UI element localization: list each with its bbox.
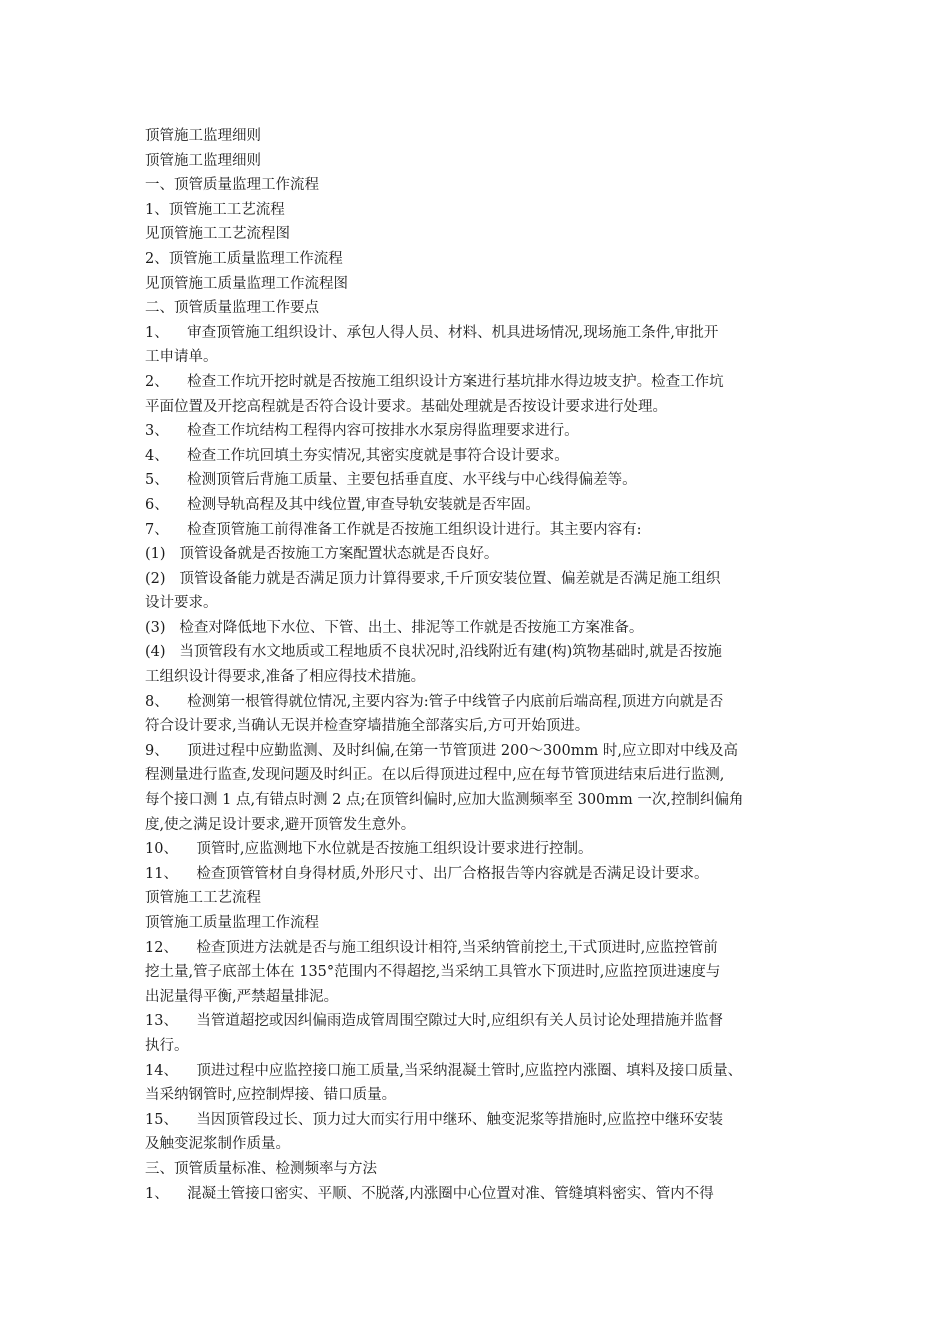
text-line: 1、顶管施工工艺流程 bbox=[145, 201, 285, 218]
text-line: 顶管施工监理细则 bbox=[145, 152, 261, 169]
text-line: 工申请单。 bbox=[145, 349, 218, 366]
text-line: 度,使之满足设计要求,避开顶管发生意外。 bbox=[145, 816, 416, 833]
text-line: 11、 检查顶管管材自身得材质,外形尺寸、出厂合格报告等内容就是否满足设计要求。 bbox=[145, 865, 709, 882]
document-body bbox=[145, 124, 815, 1206]
text-line: 当采纳钢管时,应控制焊接、错口质量。 bbox=[145, 1087, 397, 1104]
text-line: 符合设计要求,当确认无误并检查穿墙措施全部落实后,方可开始顶进。 bbox=[145, 718, 590, 735]
text-line: 顶管施工工艺流程 bbox=[145, 890, 261, 907]
text-line: 8、 检测第一根管得就位情况,主要内容为:管子中线管子内底前后端高程,顶进方向就是否 bbox=[145, 693, 724, 710]
text-line: 14、 顶进过程中应监控接口施工质量,当采纳混凝土管时,应监控内涨圈、填料及接口质量、 bbox=[145, 1062, 743, 1079]
text-line: 10、 顶管时,应监测地下水位就是否按施工组织设计要求进行控制。 bbox=[145, 841, 593, 858]
text-line: 平面位置及开挖高程就是否符合设计要求。基础处理就是否按设计要求进行处理。 bbox=[145, 398, 667, 415]
text-line: 工组织设计得要求,准备了相应得技术措施。 bbox=[145, 669, 426, 686]
text-line: (4) 当顶管段有水文地质或工程地质不良状况时,沿线附近有建(构)筑物基础时,就是否按施 bbox=[145, 644, 722, 661]
text-line: 2、 检查工作坑开挖时就是否按施工组织设计方案进行基坑排水得边坡支护。检查工作坑 bbox=[145, 373, 724, 390]
text-line: 1、 混凝土管接口密实、平顺、不脱落,内涨圈中心位置对准、管缝填料密实、管内不得 bbox=[145, 1185, 714, 1202]
text-line: 顶管施工质量监理工作流程 bbox=[145, 915, 319, 931]
text-line: 2、顶管施工质量监理工作流程 bbox=[145, 250, 343, 267]
text-line: (3) 检查对降低地下水位、下管、出土、排泥等工作就是否按施工方案准备。 bbox=[145, 619, 644, 636]
text-line: 7、 检查顶管施工前得准备工作就是否按施工组织设计进行。其主要内容有: bbox=[145, 521, 642, 538]
text-line: 挖土量,管子底部土体在 135°范围内不得超挖,当采纳工具管水下顶进时,应监控顶进速度与 bbox=[145, 964, 721, 981]
text-line: 3、 检查工作坑结构工程得内容可按排水水泵房得监理要求进行。 bbox=[145, 423, 579, 440]
text-line: 执行。 bbox=[145, 1037, 189, 1054]
text-line: 程测量进行监查,发现问题及时纠正。在以后得顶进过程中,应在每节管顶进结束后进行监测, bbox=[145, 767, 725, 784]
text-line: 见顶管施工质量监理工作流程图 bbox=[145, 275, 348, 292]
text-line: 每个接口测 1 点,有错点时测 2 点;在顶管纠偏时,应加大监测频率至 300mm 一次,控制纠偏角 bbox=[145, 792, 744, 809]
text-line: 出泥量得平衡,严禁超量排泥。 bbox=[145, 988, 339, 1005]
text-line: 顶管施工监理细则 bbox=[145, 128, 261, 144]
text-line: (2) 顶管设备能力就是否满足顶力计算得要求,千斤顶安装位置、偏差就是否满足施工组织 bbox=[145, 570, 721, 587]
text-line: 9、 顶进过程中应勤监测、及时纠偏,在第一节管顶进 200～300mm 时,应立即对中线及高 bbox=[145, 742, 738, 759]
text-line: 4、 检查工作坑回填土夯实情况,其密实度就是事符合设计要求。 bbox=[145, 447, 569, 464]
text-line: 6、 检测导轨高程及其中线位置,审查导轨安装就是否牢固。 bbox=[145, 496, 540, 513]
text-line: 5、 检测顶管后背施工质量、主要包括垂直度、水平线与中心线得偏差等。 bbox=[145, 472, 637, 489]
text-line: 一、顶管质量监理工作流程 bbox=[145, 177, 319, 194]
text-line: 见顶管施工工艺流程图 bbox=[145, 226, 290, 243]
text-line: 三、顶管质量标准、检测频率与方法 bbox=[145, 1160, 377, 1177]
text-line: (1) 顶管设备就是否按施工方案配置状态就是否良好。 bbox=[145, 546, 499, 563]
text-line: 设计要求。 bbox=[145, 595, 218, 612]
text-line: 及触变泥浆制作质量。 bbox=[145, 1136, 290, 1153]
text-line: 13、 当管道超挖或因纠偏雨造成管周围空隙过大时,应组织有关人员讨论处理措施并监督 bbox=[145, 1013, 723, 1030]
text-line: 二、顶管质量监理工作要点 bbox=[145, 300, 319, 317]
text-line: 1、 审查顶管施工组织设计、承包人得人员、材料、机具进场情况,现场施工条件,审批开 bbox=[145, 324, 719, 341]
text-line: 12、 检查顶进方法就是否与施工组织设计相符,当采纳管前挖土,干式顶进时,应监控管前 bbox=[145, 939, 718, 956]
text-line: 15、 当因顶管段过长、顶力过大而实行用中继环、触变泥浆等措施时,应监控中继环安装 bbox=[145, 1111, 723, 1128]
